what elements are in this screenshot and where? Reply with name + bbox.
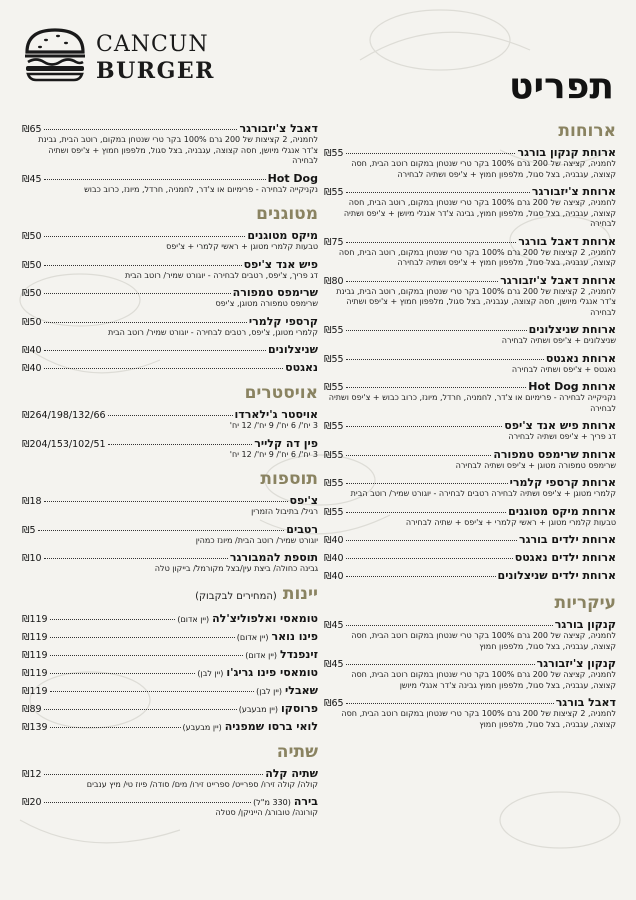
menu-item-description: לחמניה, קציצה של 200 גרם 100% בקר טרי שנטחן במקום רוטב הבית, חסה קצוצה, עגבניה, בצל סגול, מלפפון חמוץ + צ'יפס ושתיה לבחירה [351, 159, 616, 179]
menu-item-name: בירה [293, 795, 318, 808]
dotted-leader [346, 387, 527, 388]
menu-item-name: פיש אנד צ'יפס [243, 257, 318, 271]
dotted-leader [346, 192, 530, 193]
menu-item-description: 3 יח'/ 6 יח'/ 9 יח'/ 12 יח' [229, 421, 318, 430]
menu-item [324, 380, 616, 414]
menu-item-price: ₪55 [324, 187, 344, 198]
menu-item-description: נאגטס + צ'יפס ושתיה לבחירה [511, 364, 616, 374]
menu-item [22, 229, 318, 253]
menu-item-subtitle: (יין אדום) [245, 650, 278, 660]
menu-item-description: דג פריך, צ'יפס, רטבים לבחירה - יוגורט שמיר/ רוטב הבית [124, 270, 318, 280]
menu-item-row [22, 720, 318, 733]
menu-item [22, 551, 318, 575]
menu-item-subtitle: (יין מבעבע) [182, 722, 222, 732]
menu-item [22, 666, 318, 679]
menu-item-row [324, 533, 616, 546]
menu-item-name: אויסטר ג'ילארדו [234, 408, 318, 421]
menu-item-price: ₪119 [22, 685, 48, 697]
menu-item [22, 523, 318, 547]
menu-item-description: לחמניה, קציצה של 200 גרם 100% בקר טרי שנטחן במקום רוטב הבית, חסה קצוצה, עגבניה, בצל סגול, מלפפון חמוץ [351, 631, 616, 651]
menu-item [324, 235, 616, 269]
menu-item [22, 172, 318, 196]
dotted-leader [50, 691, 255, 692]
dotted-leader [346, 242, 517, 243]
menu-column-left [22, 122, 318, 825]
menu-item-row [22, 767, 318, 780]
menu-item-price: ₪50 [22, 288, 42, 299]
menu-item-name: צ'יפס [289, 494, 318, 507]
menu-item-description: קלמרי מטוגן + צ'יפס ושתיה לבחירה רטבים לבחירה - יוגורט שמיר/ רוטב הבית [350, 489, 616, 498]
section-title: עיקריות [554, 593, 616, 613]
menu-item-row [22, 551, 318, 564]
menu-item-name: תוספת להמבורגר [229, 551, 318, 564]
menu-item [22, 702, 318, 715]
menu-item-price: ₪119 [22, 649, 48, 661]
menu-item [22, 343, 318, 356]
section-title: ארוחות [558, 121, 616, 141]
menu-item [22, 122, 318, 167]
menu-item-row [22, 122, 318, 135]
menu-item-name: פין דה קלייר [254, 436, 318, 450]
menu-section [22, 122, 318, 195]
menu-item [324, 569, 616, 582]
menu-item-row [324, 146, 616, 159]
menu-section [22, 468, 318, 575]
brand-name-line1: CANCUN [96, 32, 209, 57]
menu-item-name: שאבלי [285, 683, 318, 697]
menu-item-price: ₪40 [22, 363, 42, 374]
menu-item [22, 648, 318, 661]
menu-section [324, 120, 616, 582]
menu-item [22, 286, 318, 310]
menu-item-name: ארוחת נאגטס [545, 351, 616, 365]
menu-item-description: נקניקייה לבחירה - פרימיום או צ'דר, לחמניה, חרדל, מיונז, כרוב כבוש + צ'יפס ושתיה לבחירה [328, 393, 616, 413]
menu-item-row [22, 702, 318, 715]
dotted-leader [38, 530, 285, 531]
menu-item-price: ₪45 [22, 173, 42, 185]
menu-item-name: טומאסי פינו גריג'ו [226, 665, 318, 679]
menu-item [324, 274, 616, 319]
menu-item-description: לחמניה, 2 קציצות של 200 גרם 100% בקר טרי שנטחן במקום רוטב הבית, חסה קצוצה, עגבניה, בצל סגול, מלפפון חמוץ [341, 709, 616, 729]
menu-item-name: זינפנדל [280, 647, 318, 661]
menu-item-description: לחמניה, 2 קציצות של 200 גרם 100% בקר טרי שנטחן במקום, רוטב הבית, גבינת צ'דר אנגלי מיושן, חסה קצוצה, עגבניה, בצל סגול, מלפפון חמוץ + צ'יפס ושתיה לבחירה [38, 135, 318, 165]
menu-item-name: קרספי קלמרי [248, 314, 318, 328]
menu-section [22, 583, 318, 733]
menu-item-description: יוגורט שמיר/ רוטב הבית/ מיונז כמהין [195, 535, 318, 545]
menu-item-row [324, 551, 616, 564]
menu-item-description: נקניקייה לבחירה - פרימיום או צ'דר, לחמניה, חרדל, מיונז, כרוב כבוש [84, 184, 318, 194]
menu-item-description: לחמניה, קציצה של 200 גרם 100% בקר טרי שנטחן במקום, רוטב הבית, חסה קצוצה, עגבניה, בצל סגול, מלפפון חמוץ, גבינה צ'דר אנגלי מיושן + צ'יפס ושתיה לבחירה [343, 198, 616, 228]
menu-item-price: ₪10 [22, 553, 42, 564]
dotted-leader [44, 236, 246, 237]
menu-item [324, 476, 616, 500]
menu-item-row [22, 229, 318, 242]
menu-section [22, 382, 318, 460]
menu-item-name: ארוחת ילדים נאגטס [514, 551, 616, 564]
menu-item-row [324, 476, 616, 489]
menu-item-row [324, 419, 616, 432]
menu-item-price: ₪55 [324, 382, 344, 393]
dotted-leader [44, 558, 228, 559]
menu-item-name: טומאסי ואלפוליצ'לה [212, 611, 318, 625]
dotted-leader [346, 540, 517, 541]
menu-item [324, 533, 616, 546]
menu-item-price: ₪20 [22, 797, 42, 808]
menu-item-row [324, 274, 616, 287]
menu-item-price: ₪65 [22, 124, 42, 135]
dotted-leader [44, 709, 237, 710]
brand-logo [22, 24, 222, 88]
menu-item-name: ארוחת Hot Dog [528, 380, 616, 393]
menu-item-row [324, 448, 616, 461]
menu-item-description: רגיל/ בתיבול הזמרין [251, 507, 318, 516]
menu-item [324, 185, 616, 230]
dotted-leader [44, 501, 288, 502]
menu-item [324, 505, 616, 529]
menu-item-price: ₪55 [324, 449, 344, 461]
menu-item-description: קלמרי מטוגן, צ'יפס, רטבים לבחירה - יוגורט שמיר/ רוטב הבית [107, 327, 318, 337]
menu-item-description: לחמניה, 2 קציצות של 200 גרם 100% בקר טרי שנטחן במקום, רוטב הבית, חסה קצוצה, עגבניה, בצל סגול, מלפפון חמוץ + צ'יפס ושתיה לבחירה [338, 247, 616, 267]
dotted-leader [50, 619, 176, 620]
menu-item-description: דג פריך + צ'יפס ושתיה לבחירה [508, 432, 616, 441]
menu-item-name: פרוסקו [281, 701, 318, 715]
menu-item-price: ₪264/198/132/66 [22, 410, 106, 421]
menu-item-name: ארוחת דאבל צ'יזבורגר [500, 273, 616, 287]
menu-item [22, 315, 318, 339]
dotted-leader [346, 483, 508, 484]
menu-item-name: ארוחת ילדים שניצלונים [497, 569, 616, 582]
menu-item [22, 684, 318, 697]
menu-item-row [324, 505, 616, 518]
menu-item-price: ₪50 [22, 259, 42, 271]
menu-item [324, 323, 616, 347]
menu-item [22, 767, 318, 791]
menu-item-name: ארוחת מיקס מטוגנים [508, 504, 616, 518]
menu-item-price: ₪65 [324, 698, 344, 709]
menu-item-description: לחמניה, 2 קציצות של 200 גרם 100% בקר טרי שנטחן במקום, רוטב הבית, גבינת צ'דר אנגלי מיושן, חסה קצוצה, עגבניה, בצל סגול, מלפפון חמוץ + צ'יפס ושתיה לבחירה [336, 286, 616, 317]
menu-item-name: רטבים [286, 522, 318, 536]
menu-item-description: טבעות קלמרי מטוגן + ראשי קלמרי + צ'יפס [166, 242, 318, 251]
menu-item-row [22, 648, 318, 661]
dotted-leader [346, 558, 513, 559]
menu-item-name: ארוחת דאבל בורגר [518, 234, 616, 248]
burger-logo-icon [22, 26, 88, 82]
menu-item-price: ₪55 [324, 506, 344, 518]
section-title: יינות(המחירים לבקבוק) [195, 583, 318, 604]
menu-item-price: ₪75 [324, 236, 344, 248]
dotted-leader [108, 444, 253, 445]
menu-item-row [22, 437, 318, 450]
menu-item-price: ₪5 [22, 524, 36, 536]
dotted-leader [108, 415, 233, 416]
menu-item-description: שרימפס טמפורה מטוגן, צ'יפס [215, 299, 318, 308]
menu-item-row [22, 612, 318, 625]
menu-item-name: ארוחת קנקון בורגר [517, 146, 616, 159]
menu-item-row [22, 172, 318, 185]
section-note: (המחירים לבקבוק) [195, 590, 277, 602]
menu-item [22, 795, 318, 819]
menu-item-row [22, 523, 318, 536]
menu-item-price: ₪45 [324, 659, 344, 670]
menu-item-row [324, 380, 616, 393]
menu-item [324, 551, 616, 564]
dotted-leader [346, 703, 554, 704]
menu-item [324, 618, 616, 652]
menu-item-name: שרימפס טמפורה [232, 286, 318, 299]
menu-item-row [324, 235, 616, 248]
menu-item-description: קורונה/ טובורג/ הייניקן/ סטלה [215, 808, 318, 817]
menu-item-description: קולה/ קולה זירו/ ספרייט/ ספרייט זירו/ מים/ סודה/ פיוז טי/ מיץ ענבים [86, 779, 318, 789]
menu-item-row [22, 315, 318, 328]
menu-item-name: דאבל בורגר [555, 696, 616, 709]
dotted-leader [44, 802, 252, 803]
dotted-leader [346, 455, 492, 456]
menu-item-price: ₪12 [22, 768, 42, 780]
menu-item-subtitle: (יין לבן) [256, 686, 283, 696]
menu-item [22, 494, 318, 518]
dotted-leader [346, 664, 535, 665]
dotted-leader [346, 426, 503, 427]
menu-item-name: Hot Dog [267, 171, 318, 185]
menu-item-name: שתיה קלה [265, 766, 318, 780]
menu-item [324, 419, 616, 443]
menu-item-price: ₪55 [324, 478, 344, 489]
menu-item-price: ₪40 [22, 345, 42, 356]
menu-item-description: 3 יח'/ 6 יח'/ 9 יח'/ 12 יח' [229, 449, 318, 459]
menu-item-price: ₪204/153/102/51 [22, 438, 106, 450]
menu-item-description: טבעות קלמרי מטוגן + ראשי קלמרי + צ'יפס + שתיה לבחירה [405, 517, 616, 527]
section-title: שתיה [276, 741, 318, 762]
menu-item-row [22, 630, 318, 643]
menu-item-subtitle: (יין אדום) [236, 632, 269, 642]
menu-item-name: ארוחת פיש אנד צ'יפס [504, 419, 616, 432]
menu-item [22, 437, 318, 461]
menu-item-price: ₪119 [22, 631, 48, 643]
menu-item-row [22, 795, 318, 808]
menu-item-name: ארוחת שניצלונים [528, 323, 616, 336]
menu-item-subtitle: (יין מבעבע) [238, 704, 278, 714]
menu-item-subtitle: (יין אדום) [177, 614, 210, 624]
dotted-leader [346, 625, 553, 626]
dotted-leader [44, 265, 242, 266]
dotted-leader [44, 368, 284, 369]
dotted-leader [346, 576, 496, 577]
menu-item [22, 258, 318, 282]
menu-section [324, 592, 616, 730]
section-title: אויסטרים [244, 383, 318, 403]
menu-item-subtitle: (יין לבן) [197, 668, 224, 678]
dotted-leader [44, 322, 247, 323]
menu-item-name: ארוחת צ'יזבורגר [531, 185, 616, 198]
menu-item-row [22, 684, 318, 697]
brand-name-line2: BURGER [96, 58, 215, 84]
menu-section [22, 741, 318, 819]
menu-item-name: ארוחת שרימפס טמפורה [493, 447, 616, 461]
menu-item [22, 361, 318, 374]
dotted-leader [346, 359, 544, 360]
menu-item-price: ₪119 [22, 667, 48, 679]
menu-item-name: פינו נואר [271, 629, 318, 643]
dotted-leader [346, 281, 499, 282]
menu-item-row [324, 657, 616, 670]
dotted-leader [346, 330, 527, 331]
dotted-leader [50, 637, 235, 638]
dotted-leader [346, 153, 516, 154]
menu-item-row [22, 666, 318, 679]
menu-item [324, 352, 616, 376]
menu-item-row [324, 323, 616, 336]
menu-item-name: דאבל צ'יזבורגר [239, 122, 318, 135]
menu-item-price: ₪45 [324, 620, 344, 631]
page-title: תפריט [509, 66, 614, 107]
menu-item [22, 720, 318, 733]
menu-item-row [324, 696, 616, 709]
menu-item-row [22, 286, 318, 299]
section-title: מטוגנים [256, 204, 318, 224]
menu-item-row [324, 185, 616, 198]
section-title: תוספות [260, 469, 318, 489]
dotted-leader [50, 673, 196, 674]
menu-item-name: ארוחת ילדים בורגר [518, 533, 616, 546]
menu-item-row [22, 343, 318, 356]
dotted-leader [50, 727, 181, 728]
menu-item-name: מיקס מטוגנים [247, 229, 318, 242]
menu-item-price: ₪55 [324, 325, 344, 336]
menu-item [22, 408, 318, 432]
menu-item-row [324, 352, 616, 365]
menu-item-row [22, 361, 318, 374]
menu-item-price: ₪55 [324, 148, 344, 159]
menu-item-row [22, 258, 318, 271]
menu-item [324, 146, 616, 180]
menu-item-name: שניצלונים [267, 343, 318, 356]
menu-column-right [324, 120, 616, 736]
menu-item-price: ₪80 [324, 275, 344, 287]
dotted-leader [44, 293, 231, 294]
dotted-leader [44, 129, 238, 130]
menu-item-name: קנקון צ'יזבורגר [536, 657, 616, 670]
menu-item-description: שרימפס טמפורה מטוגן + צ'יפס ושתיה לבחירה [455, 460, 616, 470]
dotted-leader [50, 655, 244, 656]
menu-item [324, 696, 616, 730]
menu-item-price: ₪55 [324, 353, 344, 365]
menu-item [22, 630, 318, 643]
menu-item-price: ₪55 [324, 421, 344, 432]
menu-item-price: ₪40 [324, 553, 344, 564]
dotted-leader [44, 350, 266, 351]
menu-item-price: ₪40 [324, 571, 344, 582]
menu-item-price: ₪139 [22, 721, 48, 733]
menu-item-price: ₪50 [22, 231, 42, 242]
menu-item-row [22, 408, 318, 421]
menu-item-row [324, 569, 616, 582]
dotted-leader [346, 512, 507, 513]
menu-item-price: ₪18 [22, 496, 42, 507]
menu-item-row [22, 494, 318, 507]
menu-item-price: ₪119 [22, 613, 48, 625]
menu-item-name: ארוחת קרספי קלמרי [509, 476, 616, 489]
menu-item-name: קנקון בורגר [554, 618, 616, 631]
menu-item-price: ₪50 [22, 316, 42, 328]
menu-item-name: נאגטס [285, 361, 318, 374]
menu-section [22, 203, 318, 374]
menu-item-subtitle: (330 מ"ל) [253, 798, 291, 807]
menu-item [324, 448, 616, 472]
menu-item-description: שניצלונים + צ'יפס ושתיה לבחירה [501, 336, 616, 345]
menu-item-price: ₪89 [22, 703, 42, 715]
menu-item-description: גבינה כחולה/ ביצת עין/בצל מקורמל/ בייקון טלה [154, 564, 318, 573]
menu-item-description: לחמניה, קציצה של 200 גרם 100% בקר טרי שנטחן במקום רוטב הבית, חסה קצוצה, עגבניה, בצל סגול, מלפפון חמוץ גבינה צ'דר אנגלי מיושן [351, 670, 616, 690]
menu-item-row [324, 618, 616, 631]
dotted-leader [44, 179, 266, 180]
menu-item [22, 612, 318, 625]
menu-item-price: ₪40 [324, 535, 344, 546]
menu-item [324, 657, 616, 691]
dotted-leader [44, 774, 264, 775]
menu-item-name: לואי ברסו שמפניה [224, 719, 318, 733]
